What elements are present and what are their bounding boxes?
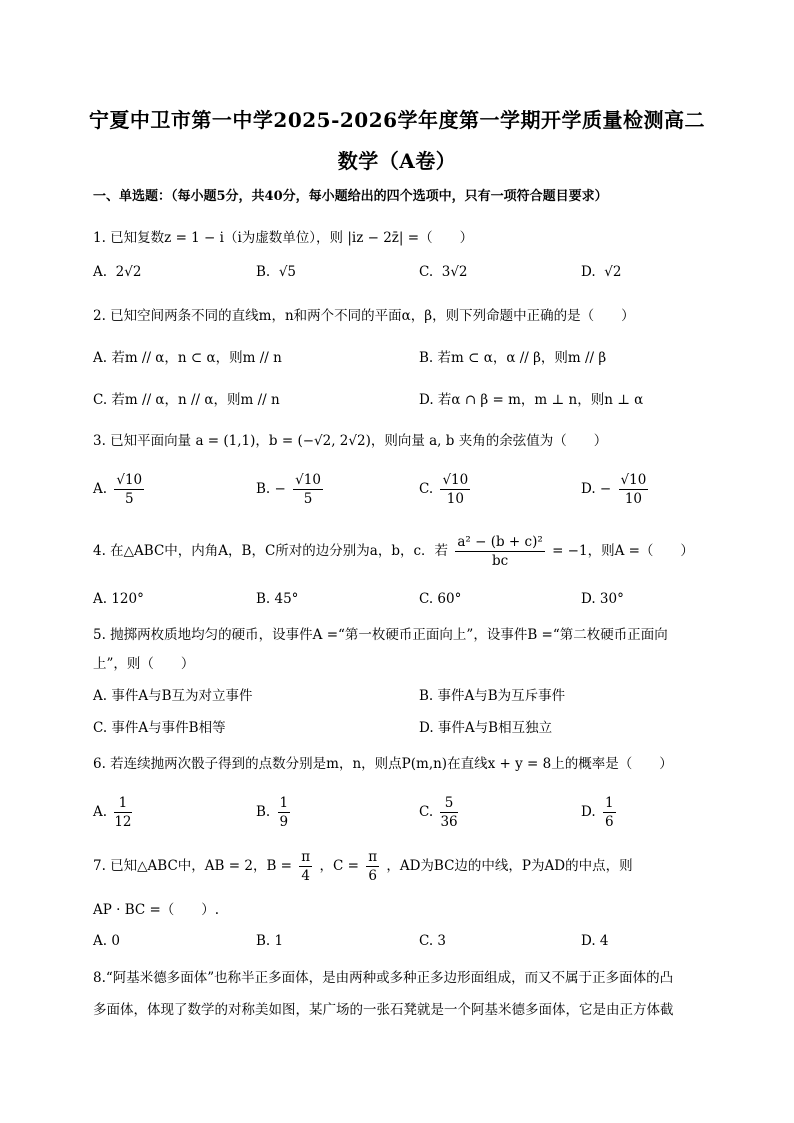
q6-option-a: A. $\frac{1}{12}$ <box>93 795 132 830</box>
q4-option-c: C. 60° <box>419 591 462 607</box>
q7-option-a: A. 0 <box>93 933 120 949</box>
q7-option-b: B. 1 <box>256 933 284 949</box>
q1-option-b: B. √5 <box>256 264 297 280</box>
q5-option-a: A. 事件A与B互为对立事件 <box>93 688 253 704</box>
section-heading: 一、单选题：（每小题5分，共40分，每小题给出的四个选项中，只有一项符合题目要求） <box>93 189 608 204</box>
question-3-stem: 3. 已知平面向量 a = (1,1)，b = (−√2, 2√2)，则向量 a, b 夹角的余弦值为（ ） <box>93 433 608 449</box>
question-8-line2: 多面体，体现了数学的对称美如图，某广场的一张石凳就是一个阿基米德多面体，它是由正方体截 <box>93 1002 674 1018</box>
question-8-line1: 8.“阿基米德多面体”也称半正多面体，是由两种或多种正多边形面组成，而又不属于正多面体的凸 <box>93 970 674 986</box>
q2-option-a: A. 若m // α，n ⊂ α，则m // n <box>93 350 282 366</box>
q3-option-d: D. − $\frac{√10}{10}$ <box>581 472 647 507</box>
question-1-stem: 1. 已知复数z = 1 − i（i为虚数单位），则 |iz − 2z̄| =（ ） <box>93 230 474 246</box>
question-4-stem: 4. 在△ABC中，内角A，B，C所对的边分别为a，b，c．若 $\frac{\text{a² − (b + c)²}}{bc}$ = −1，则A =（ ） <box>93 534 694 569</box>
q2-option-b: B. 若m ⊂ α，α // β，则m // β <box>419 350 607 366</box>
q6-option-d: D. $\frac{1}{6}$ <box>581 795 614 830</box>
q1-option-d: D. √2 <box>581 264 622 280</box>
q1-option-c: C. 3√2 <box>419 264 468 280</box>
q7-option-d: D. 4 <box>581 933 609 949</box>
q5-option-c: C. 事件A与事件B相等 <box>93 720 226 736</box>
question-5-line2: 上”，则（ ） <box>93 656 195 672</box>
q6-option-c: C. $\frac{5}{36}$ <box>419 795 458 830</box>
q3-option-b: B. − $\frac{√10}{5}$ <box>256 472 321 507</box>
q3-option-a: A. $\frac{√10}{5}$ <box>93 472 143 507</box>
question-5-line1: 5. 抛掷两枚质地均匀的硬币，设事件A =“第一枚硬币正面向上”，设事件B =“第二枚硬币正面向 <box>93 627 668 643</box>
exam-title: 宁夏中卫市第一中学2025-2026学年度第一学期开学质量检测高二 <box>88 108 706 132</box>
q6-option-b: B. $\frac{1}{9}$ <box>256 795 289 830</box>
q4-option-b: B. 45° <box>256 591 299 607</box>
question-6-stem: 6. 若连续抛两次骰子得到的点数分别是m，n，则点P(m,n)在直线x + y = 8上的概率是（ ） <box>93 756 673 772</box>
q4-option-a: A. 120° <box>93 591 144 607</box>
question-7-line2: AP · BC =（ ）. <box>93 902 220 918</box>
q7-option-c: C. 3 <box>419 933 447 949</box>
q5-option-b: B. 事件A与B为互斥事件 <box>419 688 566 704</box>
exam-subtitle: 数学（A卷） <box>337 149 457 173</box>
q2-option-c: C. 若m // α，n // α，则m // n <box>93 392 280 408</box>
q5-option-d: D. 事件A与B相互独立 <box>419 720 553 736</box>
q4-option-d: D. 30° <box>581 591 624 607</box>
q1-option-a: A. 2√2 <box>93 264 142 280</box>
question-7-stem: 7. 已知△ABC中，AB = 2，B = $\frac{\pi}{4}$ ，C = $\frac{\pi}{6}$ ，AD为BC边的中线，P为AD的中点，则 <box>93 849 633 884</box>
q3-option-c: C. $\frac{√10}{10}$ <box>419 472 469 507</box>
q2-option-d: D. 若α ∩ β = m，m ⊥ n，则n ⊥ α <box>419 392 644 408</box>
question-2-stem: 2. 已知空间两条不同的直线m，n和两个不同的平面α，β，则下列命题中正确的是（ ） <box>93 308 635 324</box>
